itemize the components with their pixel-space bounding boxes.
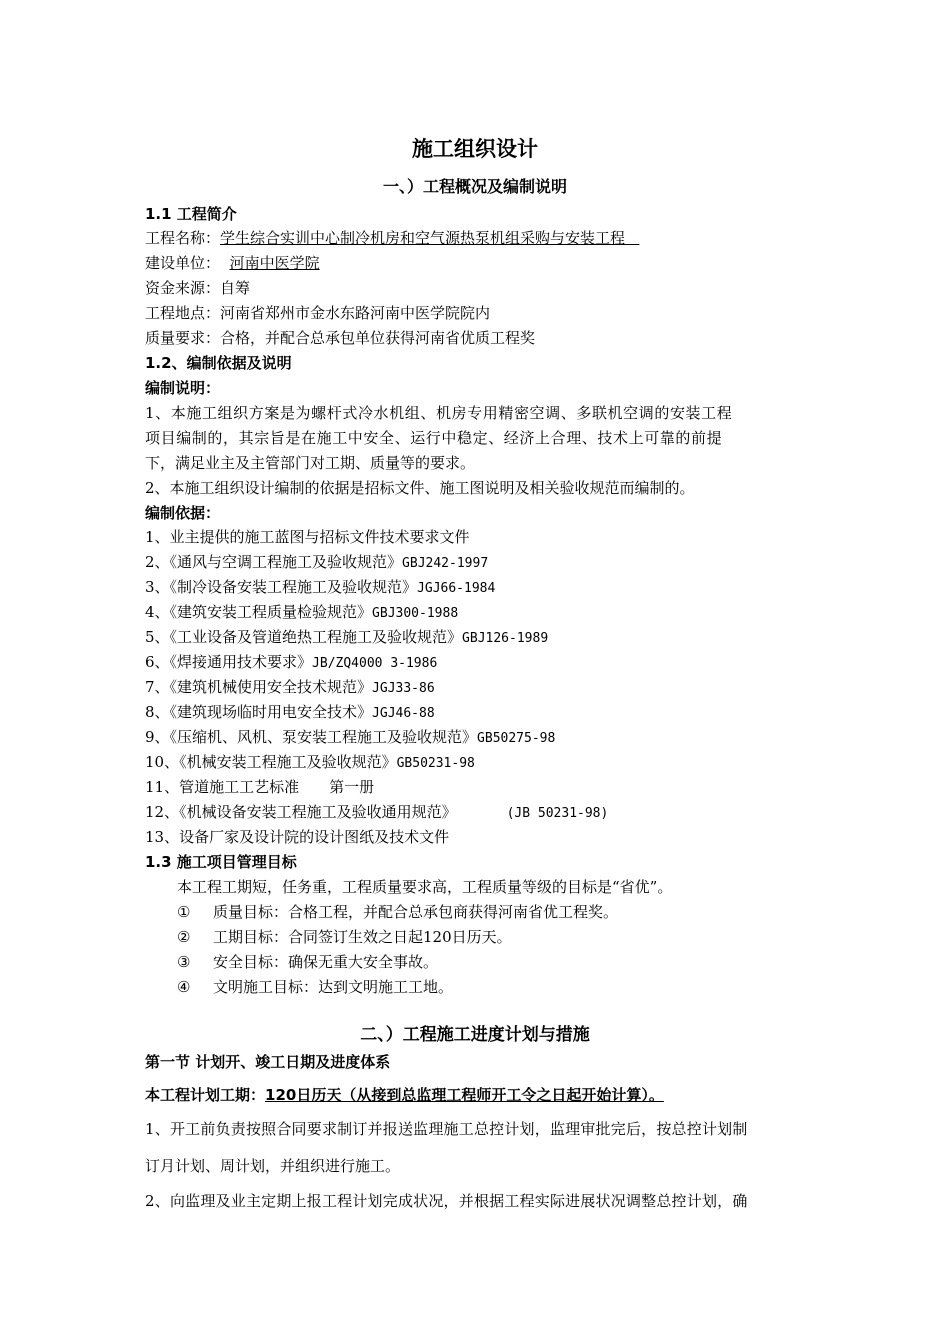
section1-heading: 一、）工程概况及编制说明 bbox=[382, 177, 567, 196]
basis-item: 11、管道施工工艺标准 第一册 bbox=[145, 778, 375, 796]
basis-item: 1、业主提供的施工蓝图与招标文件技术要求文件 bbox=[145, 528, 470, 546]
project-name-value: 学生综合实训中心制冷机房和空气源热泵机组采购与安装工程 bbox=[220, 229, 626, 247]
period-line bbox=[145, 1084, 664, 1106]
basis-item: 6、《焊接通用技术要求》JB/ZQ4000 3-1986 bbox=[145, 653, 438, 671]
basis-item: 2、《通风与空调工程施工及验收规范》GBJ242-1997 bbox=[145, 553, 489, 571]
builder-line bbox=[145, 252, 320, 274]
basis-item: 4、《建筑安装工程质量检验规范》GBJ300-1988 bbox=[145, 603, 459, 621]
goal-item: ④ 文明施工目标：达到文明施工工地。 bbox=[177, 978, 454, 996]
builder-label: 建设单位： bbox=[145, 254, 221, 272]
desc-label: 编制说明： bbox=[145, 379, 221, 397]
desc1-line2: 项目编制的，其宗旨是在施工中安全、运行中稳定、经济上合理、技术上可靠的前提 bbox=[145, 429, 723, 447]
subsection-1-2: 1.2、编制依据及说明 bbox=[145, 354, 292, 372]
basis-item: 12、《机械设备安装工程施工及验收通用规范》 (JB 50231-98) bbox=[145, 803, 609, 821]
section2-sub1: 第一节 计划开、竣工日期及进度体系 bbox=[145, 1053, 391, 1071]
desc2-line: 2、本施工组织设计编制的依据是招标文件、施工图说明及相关验收规范而编制的。 bbox=[145, 479, 695, 497]
basis-item: 10、《机械安装工程施工及验收规范》GB50231-98 bbox=[145, 753, 475, 771]
basis-item: 9、《压缩机、风机、泵安装工程施工及验收规范》GB50275-98 bbox=[145, 728, 556, 746]
basis-item: 8、《建筑现场临时用电安全技术》JGJ46-88 bbox=[145, 703, 435, 721]
location-line: 工程地点：河南省郑州市金水东路河南中医学院院内 bbox=[145, 304, 491, 322]
subsection-1-1: 1.1 工程简介 bbox=[145, 205, 237, 223]
desc1-line1: 1、本施工组织方案是为螺杆式冷水机组、机房专用精密空调、多联机空调的安装工程 bbox=[145, 404, 733, 422]
doc-title: 施工组织设计 bbox=[412, 137, 538, 161]
basis-label: 编制依据： bbox=[145, 504, 221, 522]
subsection-1-3: 1.3 施工项目管理目标 bbox=[145, 853, 297, 871]
project-name-label: 工程名称： bbox=[145, 229, 221, 247]
goal-item: ② 工期目标：合同签订生效之日起120日历天。 bbox=[177, 928, 512, 946]
period-label: 本工程计划工期： bbox=[145, 1086, 266, 1104]
basis-item: 7、《建筑机械使用安全技术规范》JGJ33-86 bbox=[145, 678, 435, 696]
goal-intro: 本工程工期短，任务重，工程质量要求高，工程质量等级的目标是“省优”。 bbox=[177, 878, 673, 896]
basis-item: 3、《制冷设备安装工程施工及验收规范》JGJ66-1984 bbox=[145, 578, 496, 596]
goal-item: ③ 安全目标：确保无重大安全事故。 bbox=[177, 953, 439, 971]
basis-item: 13、设备厂家及设计院的设计图纸及技术文件 bbox=[145, 828, 450, 846]
goal-item: ① 质量目标：合格工程，并配合总承包商获得河南省优工程奖。 bbox=[177, 903, 619, 921]
p2-line1: 2、向监理及业主定期上报工程计划完成状况，并根据工程实际进展状况调整总控计划，确 bbox=[145, 1192, 748, 1210]
section2-heading: 二、）工程施工进度计划与措施 bbox=[360, 1025, 590, 1045]
quality-line: 质量要求：合格，并配合总承包单位获得河南省优质工程奖 bbox=[145, 329, 536, 347]
basis-item: 5、《工业设备及管道绝热工程施工及验收规范》GBJ126-1989 bbox=[145, 628, 549, 646]
period-value: 120日历天（从接到总监理工程师开工令之日起开始计算）。 bbox=[265, 1086, 664, 1104]
funding-line: 资金来源：自筹 bbox=[145, 279, 251, 297]
builder-value: 河南中医学院 bbox=[229, 254, 320, 272]
p1-line2: 订月计划、周计划，并组织进行施工。 bbox=[145, 1157, 401, 1175]
p1-line1: 1、开工前负责按照合同要求制订并报送监理施工总控计划，监理审批完后，按总控计划制 bbox=[145, 1120, 748, 1138]
project-name-line bbox=[145, 227, 639, 249]
desc1-line3: 下，满足业主及主管部门对工期、质量等的要求。 bbox=[145, 454, 476, 472]
